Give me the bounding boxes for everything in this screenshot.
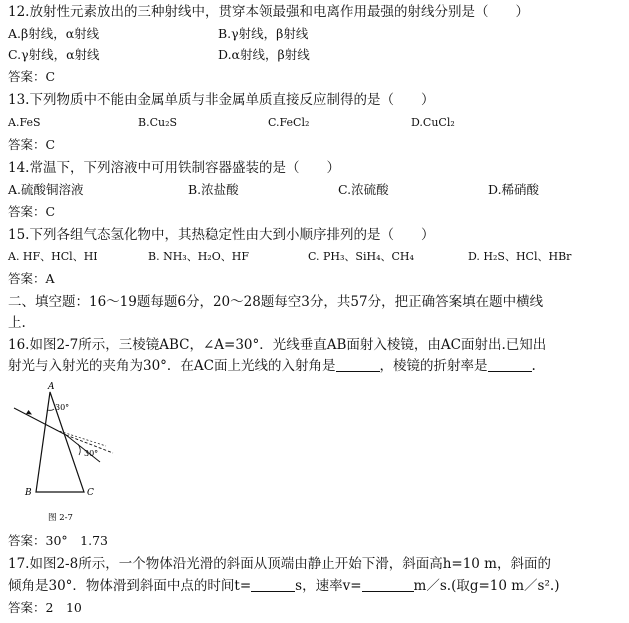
q13-option-a: A.FeS: [8, 116, 41, 129]
q15-option-a: A. HF、HCl、HI: [8, 250, 98, 263]
q13-stem: 13.下列物质中不能由金属单质与非金属单质直接反应制得的是（ ）: [8, 92, 435, 108]
q15-option-c: C. PH₃、SiH₄、CH₄: [308, 250, 414, 263]
q17-stem-text-a: 倾角是30°．物体滑到斜面中点的时间t=: [8, 578, 252, 594]
q14-option-a: A.硫酸铜溶液: [8, 182, 84, 197]
q15-options-row: [8, 247, 621, 267]
q15-stem: 15.下列各组气态氢化物中，其热稳定性由大到小顺序排列的是（ ）: [8, 227, 435, 243]
prism-figure: [8, 380, 128, 530]
q14-option-d: D.稀硝酸: [488, 182, 540, 197]
q14-option-b: B.浓盐酸: [188, 182, 239, 197]
q16-stem-text-c: .: [531, 358, 536, 374]
q12-option-d: D.α射线，β射线: [218, 47, 310, 62]
q16-answer: 答案：30° 1.73: [8, 533, 108, 548]
q17-stem-line2: [8, 576, 559, 596]
q13-option-d: D.CuCl₂: [411, 116, 455, 129]
exit-angle-label: 30°: [84, 449, 99, 458]
q14-option-c: C.浓硫酸: [338, 182, 389, 197]
q17-stem-line1: 17.如图2-8所示，一个物体沿光滑的斜面从顶端由静止开始下滑，斜面高h=10 m，斜面的: [8, 556, 551, 572]
apex-angle-label: 30°: [55, 403, 70, 412]
incident-ray-arrow: [26, 410, 32, 415]
q12-option-a: A.β射线，α射线: [8, 26, 100, 41]
q16-stem-line2: [8, 356, 536, 376]
q16-blank-incident-angle: [336, 359, 380, 372]
q12-option-b: B.γ射线，β射线: [218, 26, 309, 41]
q16-stem-text-a: 射光与入射光的夹角为30°．在AC面上光线的入射角是: [8, 358, 336, 374]
q17-answer: 答案：2 10: [8, 600, 82, 615]
q12-option-c: C.γ射线，α射线: [8, 47, 100, 62]
q16-blank-refractive-index: [488, 359, 532, 372]
q16-stem-line1: 16.如图2-7所示，三棱镜ABC，∠A=30°．光线垂直AB面射入棱镜，由AC面射出.已知出: [8, 337, 547, 353]
vertex-label-b: B: [25, 488, 32, 498]
q13-option-b: B.Cu₂S: [138, 116, 178, 129]
q12-answer: 答案：C: [8, 69, 56, 84]
q14-stem: 14.常温下，下列溶液中可用铁制容器盛装的是（ ）: [8, 160, 340, 176]
q12-options-row-2: [8, 45, 621, 65]
q17-stem-text-c: m／s.(取g=10 m／s².): [413, 578, 560, 594]
q15-option-b: B. NH₃、H₂O、HF: [148, 250, 249, 263]
q12-options-row-1: [8, 24, 621, 44]
q17-blank-speed: [362, 579, 414, 592]
q13-answer: 答案：C: [8, 137, 56, 152]
q12-stem: 12.放射性元素放出的三种射线中，贯穿本领最强和电离作用最强的射线分别是（ ）: [8, 4, 529, 20]
q17-stem-text-b: s，速率v=: [295, 578, 362, 594]
q15-option-d: D. H₂S、HCl、HBr: [468, 250, 572, 263]
q17-blank-time: [251, 579, 295, 592]
section2-heading: 二、填空题：16～19题每题6分，20～28题每空3分，共57分，把正确答案填在题中横线: [8, 294, 544, 310]
q13-options-row: [8, 113, 621, 133]
q14-answer: 答案：C: [8, 204, 56, 219]
q13-option-c: C.FeCl₂: [268, 116, 310, 129]
section2-heading-cont: 上.: [8, 315, 26, 331]
q15-answer: 答案：A: [8, 271, 55, 286]
q16-stem-text-b: ，棱镜的折射率是: [379, 358, 488, 374]
incident-ray: [14, 408, 66, 435]
figure-caption: 图 2-7: [48, 513, 73, 523]
q14-options-row: [8, 180, 621, 200]
vertex-label-a: A: [48, 382, 55, 392]
vertex-label-c: C: [87, 488, 94, 498]
